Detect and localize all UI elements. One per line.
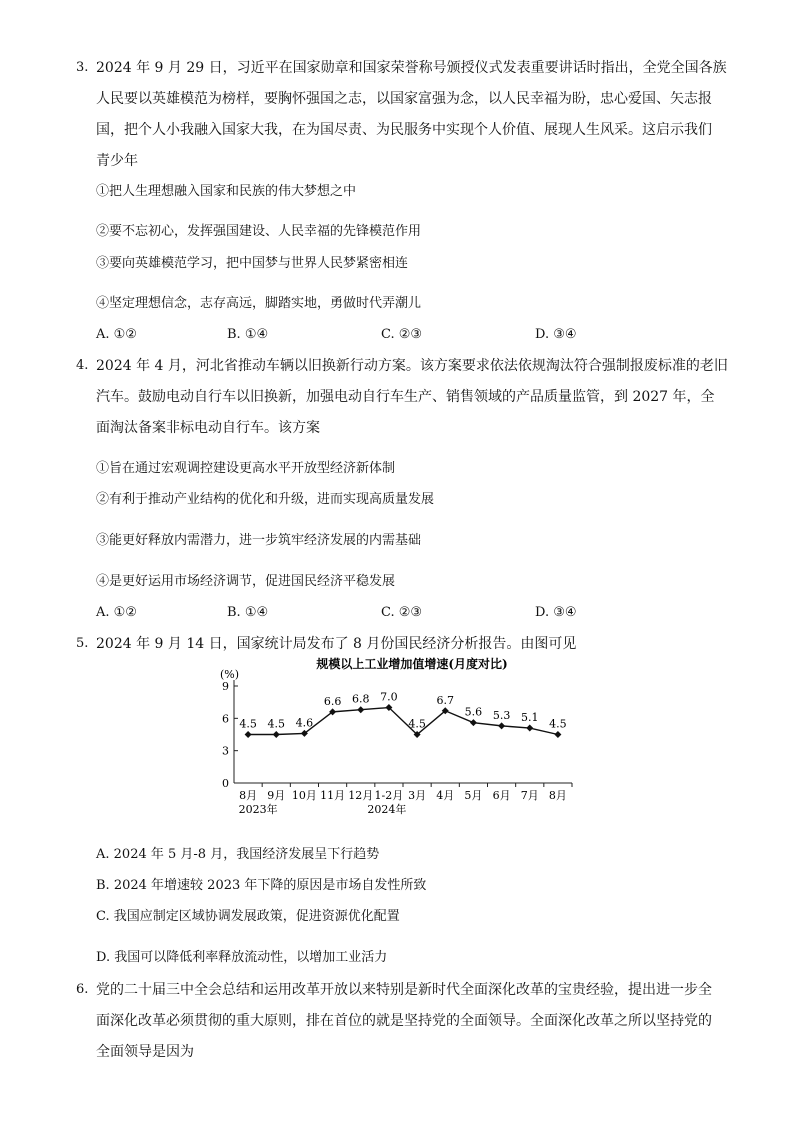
question-number: 3. <box>76 60 89 75</box>
x-tick-label: 3月 <box>408 789 427 802</box>
statement-1: ①旨在通过宏观调控建设更高水平开放型经济新体制 <box>96 461 396 476</box>
choice-d[interactable]: D. ③④ <box>535 605 577 620</box>
x-tick-label: 10月 <box>291 789 317 802</box>
y-tick-label: 6 <box>222 712 229 726</box>
data-label: 5.6 <box>464 705 483 719</box>
data-label: 4.5 <box>239 717 257 731</box>
line-chart <box>212 652 592 822</box>
y-tick-label: 0 <box>222 777 229 790</box>
data-label: 5.3 <box>492 708 511 722</box>
data-label: 6.8 <box>352 692 370 706</box>
statement-1: ①把人生理想融入国家和民族的伟大梦想之中 <box>96 184 357 199</box>
statement-3: ③要向英雄模范学习，把中国梦与世界人民梦紧密相连 <box>96 256 409 271</box>
data-label: 6.6 <box>323 694 342 708</box>
choice-a[interactable]: A. ①② <box>96 327 137 342</box>
question-number: 5. <box>76 636 89 651</box>
choice-b[interactable]: B. ①④ <box>227 605 269 620</box>
question-text-line: 2024 年 9 月 29 日，习近平在国家勋章和国家荣誉称号颁授仪式发表重要讲话时指出，全党全国各族 <box>96 60 727 76</box>
data-label: 4.5 <box>549 717 567 731</box>
choice-b[interactable]: B. ①④ <box>227 327 269 342</box>
chart-title: 规模以上工业增加值增速(月度对比) <box>316 657 508 671</box>
question-text-line: 全面领导是因为 <box>96 1044 194 1060</box>
x-tick-label: 9月 <box>267 789 286 802</box>
choice-d[interactable]: D. 我国可以降低利率释放流动性，以增加工业活力 <box>96 950 388 965</box>
statement-4: ④坚定理想信念，志存高远，脚踏实地，勇做时代弄潮儿 <box>96 296 422 311</box>
question-text-line: 国，把个人小我融入国家大我，在为国尽责、为民服务中实现个人价值、展现人生风采。这启示我们 <box>96 122 712 138</box>
question-text-line: 人民要以英雄模范为榜样，要胸怀强国之志，以国家富强为念，以人民幸福为盼，忠心爱国、矢志报 <box>96 91 712 107</box>
series-line <box>248 705 558 735</box>
question-text-line: 2024 年 4 月，河北省推动车辆以旧换新行动方案。该方案要求依法依规淘汰符合强制报废标准的老旧 <box>96 358 728 374</box>
y-axis-label: (%) <box>220 668 240 681</box>
y-tick-label: 3 <box>222 744 229 758</box>
data-label: 4.6 <box>295 716 314 730</box>
x-tick-label: 8月 <box>548 789 567 802</box>
data-label: 4.5 <box>267 717 285 731</box>
statement-2: ②要不忘初心，发挥强国建设、人民幸福的先锋模范作用 <box>96 224 422 239</box>
x-tick-label: 6月 <box>492 789 511 802</box>
data-point <box>357 706 364 713</box>
question-text-line: 青少年 <box>96 153 138 169</box>
x-tick-label: 5月 <box>464 789 483 802</box>
y-tick-label: 9 <box>222 680 229 693</box>
question-number: 4. <box>76 358 89 373</box>
choice-b[interactable]: B. 2024 年增速较 2023 年下降的原因是市场自发性所致 <box>96 878 427 893</box>
data-point <box>554 731 561 738</box>
x-tick-label: 4月 <box>436 789 455 802</box>
x-tick-label: 11月 <box>320 789 346 802</box>
x-tick-label: 1-2月 <box>374 789 404 802</box>
year-label-2023: 2023年 <box>238 803 278 816</box>
choice-c[interactable]: C. 我国应制定区域协调发展政策，促进资源优化配置 <box>96 909 400 924</box>
question-text-line: 面深化改革必须贯彻的重大原则，排在首位的就是坚持党的全面领导。全面深化改革之所以坚持党的 <box>96 1013 712 1029</box>
data-label: 4.5 <box>408 717 426 731</box>
statement-2: ②有利于推动产业结构的优化和升级，进而实现高质量发展 <box>96 492 435 507</box>
data-label: 5.1 <box>521 711 539 725</box>
year-label-2024: 2024年 <box>367 803 407 816</box>
question-text-line: 面淘汰备案非标电动自行车。该方案 <box>96 420 320 436</box>
x-tick-label: 12月 <box>348 789 374 802</box>
choice-d[interactable]: D. ③④ <box>535 327 577 342</box>
data-point <box>526 725 533 732</box>
question-text-line: 党的二十届三中全会总结和运用改革开放以来特别是新时代全面深化改革的宝贵经验，提出进一步全 <box>96 982 712 998</box>
data-point <box>245 731 252 738</box>
question-text-line: 2024 年 9 月 14 日，国家统计局发布了 8 月份国民经济分析报告。由图可见 <box>96 636 577 652</box>
data-point <box>498 722 505 729</box>
question-number: 6. <box>76 982 89 997</box>
choice-a[interactable]: A. ①② <box>96 605 137 620</box>
statement-4: ④是更好运用市场经济调节，促进国民经济平稳发展 <box>96 574 396 589</box>
x-tick-label: 7月 <box>520 789 539 802</box>
chart-plot-area <box>222 680 572 816</box>
x-tick-label: 8月 <box>239 789 258 802</box>
choice-c[interactable]: C. ②③ <box>381 327 423 342</box>
choice-c[interactable]: C. ②③ <box>381 605 423 620</box>
data-point <box>273 731 280 738</box>
statement-3: ③能更好释放内需潜力，进一步筑牢经济发展的内需基础 <box>96 533 422 548</box>
choice-a[interactable]: A. 2024 年 5 月-8 月，我国经济发展呈下行趋势 <box>96 847 380 862</box>
data-point <box>470 719 477 726</box>
data-label: 7.0 <box>380 690 398 704</box>
question-text-line: 汽车。鼓励电动自行车以旧换新，加强电动自行车生产、销售领域的产品质量监管，到 2027 年，全 <box>96 389 715 405</box>
data-label: 6.7 <box>436 693 454 707</box>
